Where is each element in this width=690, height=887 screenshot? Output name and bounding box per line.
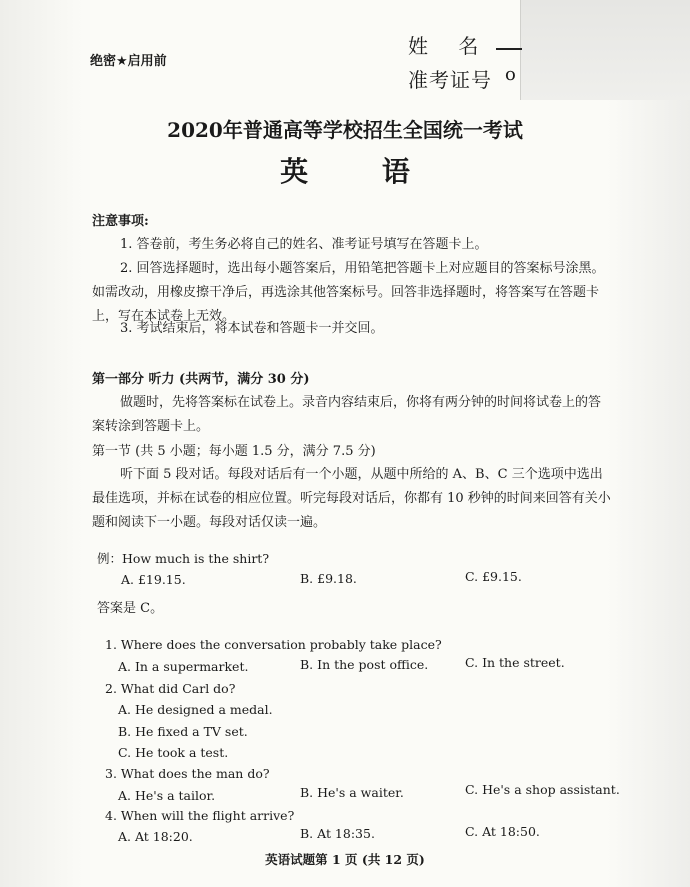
question-1-stem: 1. Where does the conversation probably take place? [105, 637, 442, 652]
question-2-option-b: B. He fixed a TV set. [118, 724, 248, 739]
notice-item-1: 1. 答卷前，考生务必将自己的姓名、准考证号填写在答题卡上。 [120, 237, 488, 252]
id-fragment: o [505, 64, 516, 85]
question-2-option-c: C. He took a test. [118, 745, 229, 760]
question-1-option-c: C. In the street. [465, 655, 565, 670]
question-4-option-c: C. At 18:50. [465, 824, 540, 839]
question-3-option-b: B. He's a waiter. [300, 785, 404, 800]
question-4-stem: 4. When will the flight arrive? [105, 808, 295, 823]
notice-item-2: 2. 回答选择题时，选出每小题答案后，用铅笔把答题卡上对应题目的答案标号涂黑。如需改动，用橡皮擦干净后，再选涂其他答案标号。回答非选择题时，将答案写在答题卡上，写在本试卷上无效。 [92, 261, 605, 324]
part1-heading: 第一部分 听力 (共两节，满分 30 分) [92, 372, 310, 387]
question-2-stem: 2. What did Carl do? [105, 681, 236, 696]
example-question: 例：How much is the shirt? [97, 551, 270, 566]
question-4-option-b: B. At 18:35. [300, 826, 375, 841]
question-1-option-b: B. In the post office. [300, 657, 429, 672]
name-line [496, 48, 522, 50]
question-1-option-a: A. In a supermarket. [118, 659, 249, 674]
section1-heading: 第一节 (共 5 小题；每小题 1.5 分，满分 7.5 分) [92, 444, 376, 459]
id-label: 准考证号 [408, 68, 492, 92]
notice-heading: 注意事项: [92, 214, 149, 229]
example-option-c: C. £9.15. [465, 569, 522, 584]
question-4-option-a: A. At 18:20. [118, 829, 193, 844]
notice-item-3: 3. 考试结束后，将本试卷和答题卡一并交回。 [120, 321, 384, 336]
subject-title: 英 语 [280, 155, 442, 188]
question-3-option-c: C. He's a shop assistant. [465, 782, 620, 797]
example-answer: 答案是 C。 [97, 601, 164, 616]
example-option-b: B. £9.18. [300, 571, 357, 586]
name-label: 姓 名 [408, 34, 491, 58]
part1-intro: 做题时，先将答案标在试卷上。录音内容结束后，你将有两分钟的时间将试卷上的答案转涂到答题卡上。 [92, 395, 602, 434]
question-3-option-a: A. He's a tailor. [118, 788, 216, 803]
example-option-a: A. £19.15. [121, 572, 186, 587]
folded-corner [520, 0, 690, 100]
page-footer: 英语试题第 1 页 (共 12 页) [265, 852, 425, 867]
question-2-option-a: A. He designed a medal. [118, 702, 273, 717]
secret-label: 绝密★启用前 [90, 54, 167, 69]
question-3-stem: 3. What does the man do? [105, 766, 270, 781]
section1-intro: 听下面 5 段对话。每段对话后有一个小题，从题中所给的 A、B、C 三个选项中选出最佳选项，并标在试卷的相应位置。听完每段对话后，你都有 10 秒钟的时间来回答有关小题和阅读下一小题。每段对话仅读一遍。 [92, 467, 611, 530]
exam-title: 2020年普通高等学校招生全国统一考试 [167, 118, 523, 142]
